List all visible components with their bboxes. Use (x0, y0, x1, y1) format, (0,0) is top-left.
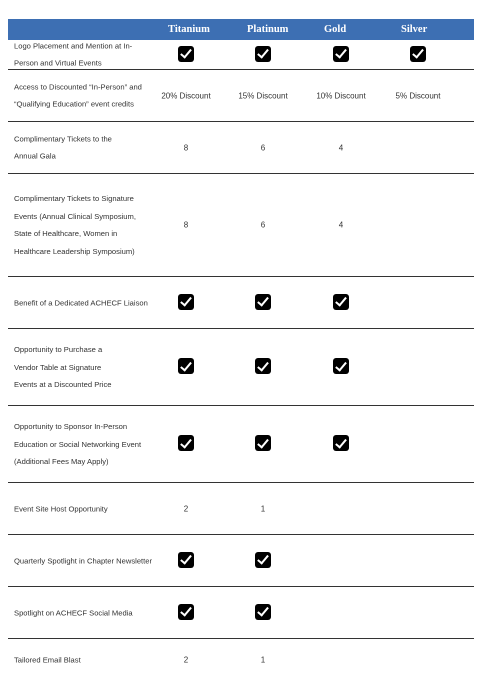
cell-titanium (178, 358, 194, 376)
cell-titanium-value: 8 (183, 220, 189, 230)
checkmark-icon (333, 294, 349, 310)
checkmark-icon (333, 46, 349, 62)
checkmark-icon (255, 46, 271, 62)
benefit-label: Complimentary Tickets to the Annual Gala (14, 134, 112, 161)
cell-gold (333, 358, 349, 376)
cell-titanium (178, 46, 194, 64)
cell-gold-value: 4 (338, 220, 344, 230)
header-titanium: Titanium (168, 24, 210, 35)
cell-titanium-value: 8 (183, 143, 189, 152)
table-row (8, 40, 474, 70)
cell-platinum (255, 358, 271, 376)
checkmark-icon (178, 552, 194, 568)
cell-platinum (255, 435, 271, 453)
checkmark-icon (178, 358, 194, 374)
table-body (8, 40, 474, 681)
cell-gold (333, 294, 349, 312)
checkmark-icon (255, 358, 271, 374)
cell-titanium-value: 2 (183, 504, 189, 513)
table-row (8, 483, 474, 535)
table-row (8, 277, 474, 329)
checkmark-icon (255, 552, 271, 568)
checkmark-icon (333, 358, 349, 374)
checkmark-icon (178, 604, 194, 620)
checkmark-icon (410, 46, 426, 62)
cell-platinum (255, 604, 271, 622)
cell-platinum (255, 294, 271, 312)
benefit-label: Logo Placement and Mention at In- Person and Virtual Events (14, 41, 133, 68)
cell-titanium (178, 552, 194, 570)
table-row (8, 639, 474, 681)
benefit-label: Event Site Host Opportunity (14, 503, 108, 513)
benefit-label: Quarterly Spotlight in Chapter Newsletter (14, 555, 153, 565)
cell-titanium (178, 435, 194, 453)
table-row (8, 329, 474, 406)
cell-gold (333, 435, 349, 453)
table-row (8, 70, 474, 122)
cell-titanium-value: 20% Discount (161, 91, 211, 100)
benefit-label: Opportunity to Sponsor In-Person Education or Social Networking Event (Additional Fees May Apply) (14, 421, 142, 466)
cell-platinum (255, 46, 271, 64)
cell-titanium (178, 604, 194, 622)
header-gold: Gold (324, 24, 347, 35)
cell-platinum-value: 1 (260, 655, 266, 665)
cell-gold (333, 46, 349, 64)
cell-titanium (178, 294, 194, 312)
cell-platinum-value: 6 (260, 220, 266, 230)
checkmark-icon (178, 46, 194, 62)
benefit-label: Opportunity to Purchase a Vendor Table at Signature Events at a Discounted Price (14, 344, 112, 389)
header-silver: Silver (401, 24, 428, 35)
cell-platinum (255, 552, 271, 570)
checkmark-icon (255, 294, 271, 310)
benefit-label: Spotlight on ACHECF Social Media (14, 607, 133, 617)
cell-silver (410, 46, 426, 64)
benefit-label: Access to Discounted “In-Person” and “Qualifying Education” event credits (14, 82, 142, 109)
benefit-label: Benefit of a Dedicated ACHECF Liaison (14, 297, 148, 307)
cell-silver-value: 5% Discount (395, 91, 441, 100)
cell-titanium-value: 2 (183, 655, 189, 665)
checkmark-icon (178, 294, 194, 310)
checkmark-icon (178, 435, 194, 451)
cell-platinum-value: 1 (260, 504, 266, 513)
cell-platinum-value: 6 (260, 143, 266, 152)
table-row (8, 122, 474, 174)
table-row (8, 406, 474, 483)
checkmark-icon (333, 435, 349, 451)
table-row (8, 535, 474, 587)
checkmark-icon (255, 435, 271, 451)
cell-gold-value: 10% Discount (316, 91, 366, 100)
table-row (8, 174, 474, 277)
cell-platinum-value: 15% Discount (238, 91, 288, 100)
header-platinum: Platinum (247, 24, 289, 35)
checkmark-icon (255, 604, 271, 620)
benefit-label: Complimentary Tickets to Signature Events (Annual Clinical Symposium, State of Healthcare, Women in Healthcare Leadership Symposium) (14, 194, 136, 256)
benefit-label: Tailored Email Blast (14, 655, 81, 665)
table-row (8, 587, 474, 639)
sponsorship-benefits-table (8, 19, 474, 681)
cell-gold-value: 4 (338, 143, 344, 152)
